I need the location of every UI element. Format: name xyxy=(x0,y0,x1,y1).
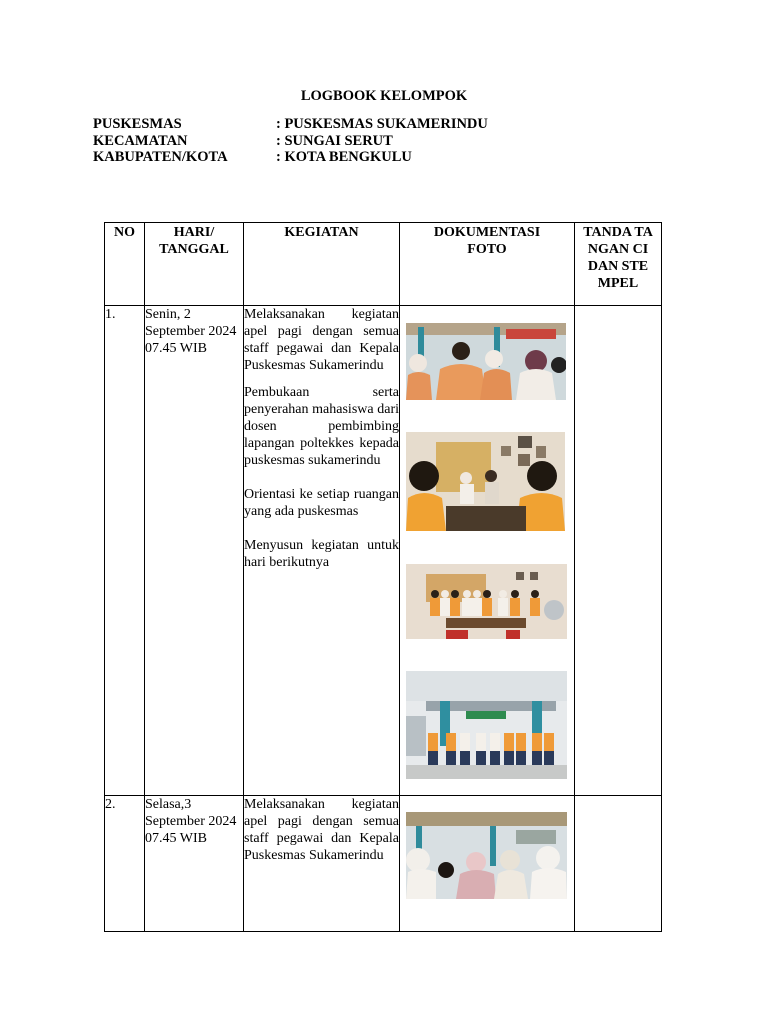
header-info xyxy=(93,116,488,166)
activity-text: Melaksanakan kegiatan apel pagi dengan semua staff pegawai dan Kepala Puskesmas Sukamerindu xyxy=(244,797,399,863)
info-label: PUSKESMAS xyxy=(93,116,182,132)
photo-orientasi-ruangan xyxy=(406,564,567,639)
row-signature xyxy=(575,306,662,796)
info-value: : KOTA BENGKULU xyxy=(276,149,412,165)
activity-text: Melaksanakan kegiatan apel pagi dengan semua staff pegawai dan Kepala Puskesmas Sukamerindu xyxy=(244,307,399,373)
table-header-row xyxy=(105,223,662,306)
row-date: Selasa,3 September 2024 07.45 WIB xyxy=(145,796,244,932)
photo-group-outdoor xyxy=(406,671,567,779)
row-no: 2. xyxy=(105,796,145,932)
row-activities xyxy=(244,306,400,796)
photo-penyerahan-mahasiswa xyxy=(406,432,565,531)
header-tanda-tangan: TANDA TANGAN CI DAN STEMPEL xyxy=(575,223,662,306)
row-activities xyxy=(244,796,400,932)
row-no: 1. xyxy=(105,306,145,796)
page-title: LOGBOOK KELOMPOK xyxy=(300,88,468,104)
activity-text: Menyusun kegiatan untuk hari berikutnya xyxy=(244,538,399,570)
info-value: : PUSKESMAS SUKAMERINDU xyxy=(276,116,488,132)
header-dokumentasi: DOKUMENTASI FOTO xyxy=(400,223,575,306)
header-no: NO xyxy=(105,223,145,306)
photo-apel-pagi-2 xyxy=(406,812,567,899)
info-label: KECAMATAN xyxy=(93,132,188,149)
table-row xyxy=(105,796,662,932)
activity-text: Pembukaan serta penyerahan mahasiswa dari dosen pembimbing lapangan poltekkes kepada puskesmas sukamerindu xyxy=(244,385,399,468)
logbook-table xyxy=(104,222,662,932)
info-row-kecamatan xyxy=(93,133,488,150)
info-row-kabupaten xyxy=(93,149,488,166)
info-row-puskesmas xyxy=(93,116,488,133)
photo-apel-pagi-1 xyxy=(406,323,566,400)
activity-text: Orientasi ke setiap ruangan yang ada puskesmas xyxy=(244,487,399,519)
header-kegiatan: KEGIATAN xyxy=(244,223,400,306)
header-hari-tanggal: HARI/ TANGGAL xyxy=(145,223,244,306)
info-value: : SUNGAI SERUT xyxy=(276,132,393,149)
row-signature xyxy=(575,796,662,932)
row-date: Senin, 2 September 2024 07.45 WIB xyxy=(145,306,244,796)
info-label: KABUPATEN/KOTA xyxy=(93,149,228,165)
table-row xyxy=(105,306,662,796)
